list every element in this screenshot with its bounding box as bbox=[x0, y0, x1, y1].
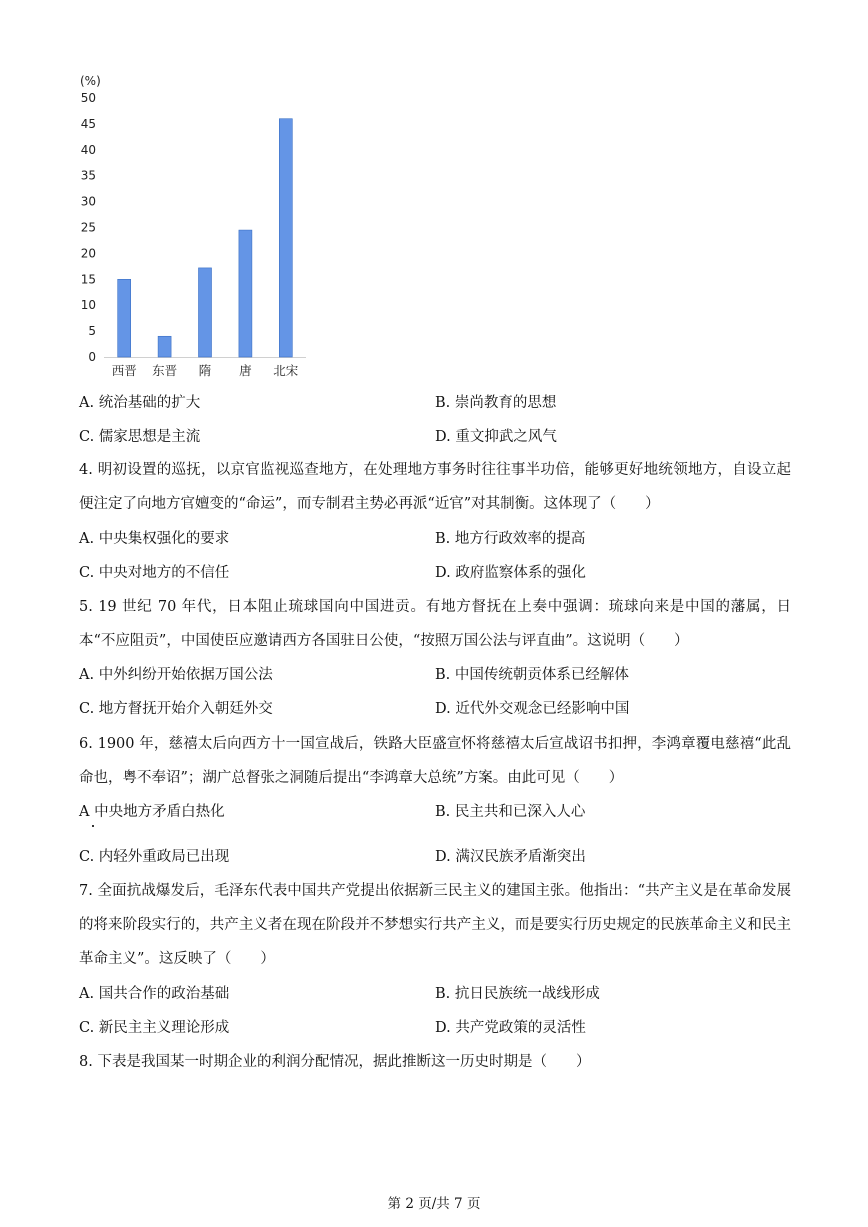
q3-options-row-1 bbox=[79, 393, 799, 413]
y-tick-label: 15 bbox=[80, 272, 96, 287]
y-axis-unit-label: (%) bbox=[80, 74, 101, 88]
q6-options-row-1 bbox=[79, 802, 799, 822]
q3-option-c[interactable]: C. 儒家思想是主流 bbox=[79, 429, 201, 445]
q6-option-d[interactable]: D. 满汉民族矛盾渐突出 bbox=[435, 849, 586, 865]
q4-option-a[interactable]: A. 中央集权强化的要求 bbox=[79, 531, 230, 547]
x-tick-label: 西晋 bbox=[111, 363, 137, 378]
q3-options-row-2 bbox=[79, 427, 799, 447]
q5-stem: 5. 19 世纪 70 年代，日本阻止琉球国向中国进贡。有地方督抚在上奏中强调：琉球向来是中国的藩属，日本“不应阻贡”，中国使臣应邀请西方各国驻日公使，“按照万国公法与评直曲”。这说明（ ） bbox=[79, 599, 791, 649]
q4-option-c[interactable]: C. 中央对地方的不信任 bbox=[79, 565, 230, 581]
q7-option-a[interactable]: A. 国共合作的政治基础 bbox=[79, 986, 230, 1002]
bar-1 bbox=[158, 336, 171, 357]
q4-option-b[interactable]: B. 地方行政效率的提高 bbox=[435, 531, 586, 547]
y-tick-label: 20 bbox=[80, 246, 96, 261]
y-tick-label: 50 bbox=[80, 91, 96, 105]
bar-2 bbox=[199, 268, 212, 357]
y-tick-label: 30 bbox=[80, 194, 96, 209]
bar-chart-svg bbox=[78, 70, 318, 382]
y-tick-label: 40 bbox=[80, 142, 96, 157]
q3-option-a[interactable]: A. 统治基础的扩大 bbox=[79, 395, 201, 411]
q6-option-c[interactable]: C. 内轻外重政局已出现 bbox=[79, 849, 230, 865]
bar-chart bbox=[78, 70, 318, 382]
page-footer: 第 2 页/共 7 页 bbox=[387, 1196, 481, 1212]
q6-stem: 6. 1900 年，慈禧太后向西方十一国宣战后，铁路大臣盛宣怀将慈禧太后宣战诏书扣押，李鸿章覆电慈禧“此乱命也，粤不奉诏”；湖广总督张之洞随后提出“李鸿章大总统”方案。由此可见（ ） bbox=[79, 736, 791, 786]
q5-options-row-2 bbox=[79, 699, 799, 719]
option-a-period-dot bbox=[92, 825, 94, 827]
bar-3 bbox=[239, 230, 252, 357]
q5-option-d[interactable]: D. 近代外交观念已经影响中国 bbox=[435, 701, 630, 717]
q6-option-a[interactable]: A 中央地方矛盾白热化 bbox=[79, 804, 225, 820]
q6-options-row-2 bbox=[79, 847, 799, 867]
q7-options-row-1 bbox=[79, 984, 799, 1004]
q7-options-row-2 bbox=[79, 1018, 799, 1038]
q7-option-c[interactable]: C. 新民主主义理论形成 bbox=[79, 1020, 230, 1036]
y-tick-label: 25 bbox=[80, 220, 96, 235]
q4-options-row-2 bbox=[79, 563, 799, 583]
q7-option-b[interactable]: B. 抗日民族统一战线形成 bbox=[435, 986, 600, 1002]
q4-stem: 4. 明初设置的巡抚，以京官监视巡查地方，在处理地方事务时往往事半功倍，能够更好地统领地方，自设立起便注定了向地方官嬗变的“命运”，而专制君主势必再派“近官”对其制衡。这体现了（ ） bbox=[79, 462, 791, 512]
q5-options-row-1 bbox=[79, 665, 799, 685]
x-tick-label: 东晋 bbox=[152, 363, 178, 378]
y-tick-label: 5 bbox=[88, 324, 96, 339]
x-tick-label: 北宋 bbox=[273, 363, 299, 378]
y-tick-label: 0 bbox=[88, 350, 96, 364]
bar-4 bbox=[279, 119, 292, 357]
y-tick-label: 10 bbox=[80, 298, 96, 313]
q4-option-d[interactable]: D. 政府监察体系的强化 bbox=[435, 565, 586, 581]
bar-0 bbox=[118, 279, 131, 357]
y-tick-label: 45 bbox=[80, 116, 96, 131]
q6-option-b[interactable]: B. 民主共和已深入人心 bbox=[435, 804, 586, 820]
q7-stem: 7. 全面抗战爆发后，毛泽东代表中国共产党提出依据新三民主义的建国主张。他指出：“共产主义是在革命发展的将来阶段实行的，共产主义者在现在阶段并不梦想实行共产主义，而是要实行历史规定的民族革命主义和民主革命主义”。这反映了（ ） bbox=[79, 883, 791, 967]
q3-option-d[interactable]: D. 重文抑武之风气 bbox=[435, 429, 557, 445]
x-tick-label: 隋 bbox=[198, 363, 212, 378]
q5-option-b[interactable]: B. 中国传统朝贡体系已经解体 bbox=[435, 667, 629, 683]
x-tick-label: 唐 bbox=[239, 363, 252, 378]
q7-option-d[interactable]: D. 共产党政策的灵活性 bbox=[435, 1020, 586, 1036]
q4-options-row-1 bbox=[79, 529, 799, 549]
q8-stem: 8. 下表是我国某一时期企业的利润分配情况，据此推断这一历史时期是（ ） bbox=[79, 1054, 591, 1070]
q5-option-c[interactable]: C. 地方督抚开始介入朝廷外交 bbox=[79, 701, 273, 717]
q5-option-a[interactable]: A. 中外纠纷开始依据万国公法 bbox=[79, 667, 273, 683]
y-tick-label: 35 bbox=[80, 168, 96, 183]
q3-option-b[interactable]: B. 崇尚教育的思想 bbox=[435, 395, 557, 411]
